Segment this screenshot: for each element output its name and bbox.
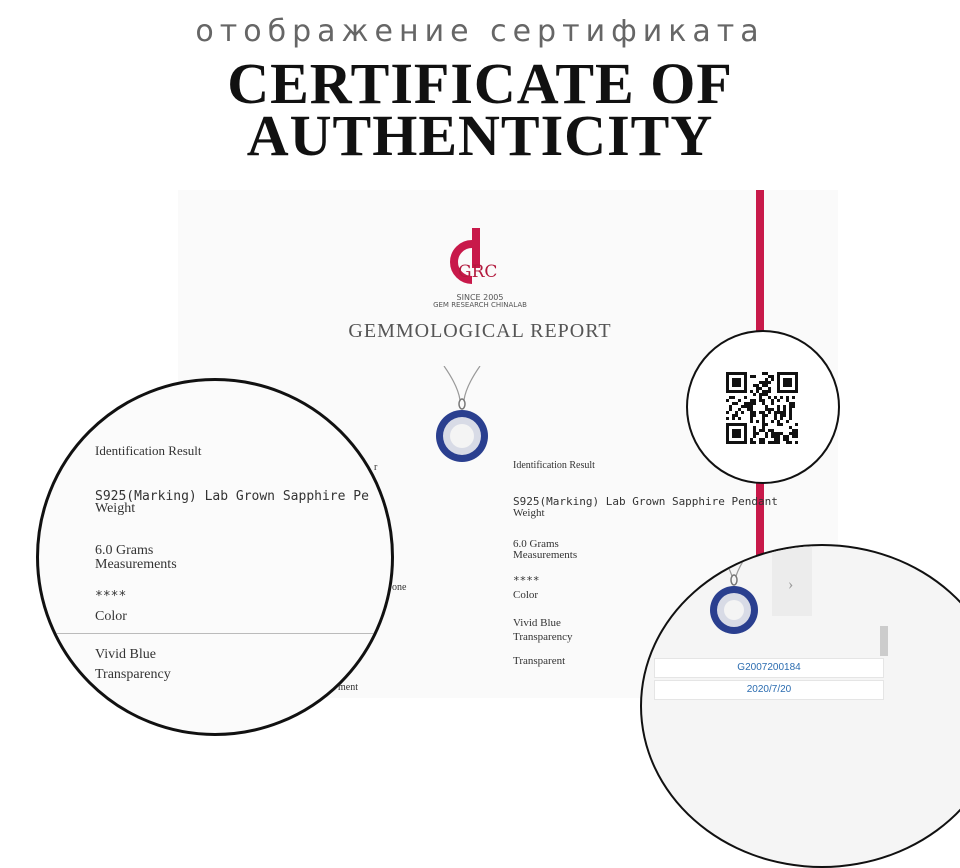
mag-transparency-label: Transparency [95, 667, 171, 682]
magnifier-left [36, 378, 394, 736]
report-date: 2020/7/20 [746, 684, 792, 695]
transparency-value: Transparent [513, 655, 566, 667]
pendant-image [430, 366, 494, 464]
mag-section-label: Identification Result [95, 443, 202, 458]
measurements-label: Measurements [513, 549, 578, 561]
mag-color-label: Color [95, 609, 127, 624]
title-line-2: AUTHENTICITY [246, 103, 714, 168]
title-line-1: CERTIFICATE OF [227, 51, 733, 116]
report-number-link[interactable]: G2007200184 [737, 662, 801, 673]
weight-label: Weight [513, 507, 545, 519]
mag-weight-label: Weight [95, 501, 136, 516]
chevron-right-icon[interactable]: › [788, 576, 794, 593]
transparency-label: Transparency [513, 631, 573, 643]
qr-code-icon[interactable] [726, 372, 798, 444]
report-title: GEMMOLOGICAL REPORT [348, 320, 612, 342]
logo-text: GRC [458, 262, 498, 282]
section-label: Identification Result [513, 460, 595, 471]
partial-text-one: one [392, 582, 407, 593]
mag-measurements-label: Measurements [95, 557, 177, 572]
item-name: S925(Marking) Lab Grown Sapphire Pendant [513, 495, 778, 508]
color-label: Color [513, 589, 539, 601]
partial-text-r: r [374, 462, 378, 473]
mag-divider [39, 633, 391, 634]
pendant-zoom-image [704, 548, 764, 636]
weight-value: 6.0 Grams [513, 538, 559, 550]
page-subtitle: отображение сертификата [195, 14, 765, 49]
measurements-value: **** [513, 574, 540, 587]
mag-color-value: Vivid Blue [95, 647, 156, 662]
scrollbar[interactable] [880, 626, 888, 656]
mag-weight-value: 6.0 Grams [95, 543, 154, 558]
page-title [0, 51, 960, 168]
lab-name: GEM RESEARCH CHINALAB [433, 301, 527, 309]
mag-item-name: S925(Marking) Lab Grown Sapphire Pe [95, 489, 369, 504]
partial-text-ment: ment [338, 682, 358, 693]
color-value: Vivid Blue [513, 617, 561, 629]
since-text: SINCE 2005 [456, 293, 504, 302]
mag-measurements-value: **** [95, 589, 127, 604]
report-number-row [654, 658, 884, 678]
report-date-row [654, 680, 884, 700]
